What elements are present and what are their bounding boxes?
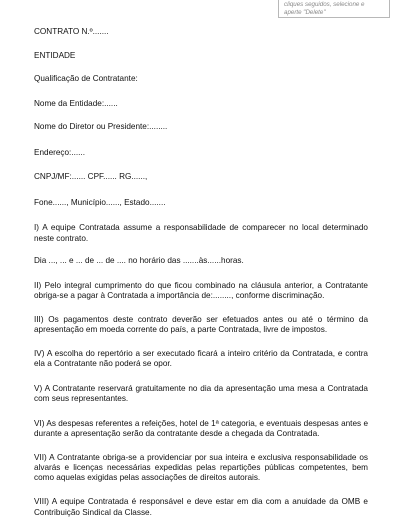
- entity-heading: ENTIDADE: [34, 50, 76, 60]
- contractor-qualification: Qualificação de Contratante:: [34, 74, 138, 83]
- contract-document: [34, 27, 368, 518]
- tooltip: cliques seguidos, selecione e aperte "Delete": [278, 0, 390, 18]
- clause-1: I) A equipe Contratada assume a responsabilidade de comparecer no local determinado neste contrato.: [34, 223, 368, 243]
- clause-2: II) Pelo integral cumprimento do que ficou combinado na cláusula anterior, a Contratante obriga-se a pagar à Contratada a importância de:........, conforme discriminação.: [34, 280, 368, 300]
- address-field: Endereço:......: [34, 147, 85, 157]
- clause-5: V) A Contratante reservará gratuitamente no dia da apresentação uma mesa a Contratada com seus representantes.: [34, 383, 368, 403]
- entity-name-field: Nome da Entidade:......: [34, 98, 118, 108]
- clause-7: VII) A Contratante obriga-se a providenciar por sua inteira e exclusiva responsabilidade os alvarás e licenças necessárias expedidas pelas repartições públicas competentes, bem como aquelas exigidas pelas associações de direitos autorais.: [34, 452, 368, 482]
- contract-number: CONTRATO N.º.......: [34, 27, 109, 36]
- clause-3: III) Os pagamentos deste contrato deverão ser efetuados antes ou até o término da apresentação em moeda corrente do país, a parte Contratada, livre de impostos.: [34, 314, 368, 334]
- clause-8: VIII) A equipe Contratada é responsável e deve estar em dia com a anuidade da OMB e Contribuição Sindical da Classe.: [34, 497, 368, 517]
- contact-field: Fone......, Município......, Estado.......: [34, 197, 166, 207]
- date-time-line: Dia ..., ... e ... de ... de .... no horário das .......às......horas.: [34, 256, 244, 265]
- clause-6: VI) As despesas referentes a refeições, hotel de 1ª categoria, e eventuais despesas antes e durante a apresentação serão da contratante desde a chegada da Contratada.: [34, 418, 368, 438]
- clause-4: IV) A escolha do repertório a ser executado ficará a inteiro critério da Contratada, e contra ela a Contratante não poderá se opor.: [34, 348, 368, 368]
- director-name-field: Nome do Diretor ou Presidente:........: [34, 122, 168, 131]
- ids-field: CNPJ/MF:...... CPF...... RG......,: [34, 172, 148, 181]
